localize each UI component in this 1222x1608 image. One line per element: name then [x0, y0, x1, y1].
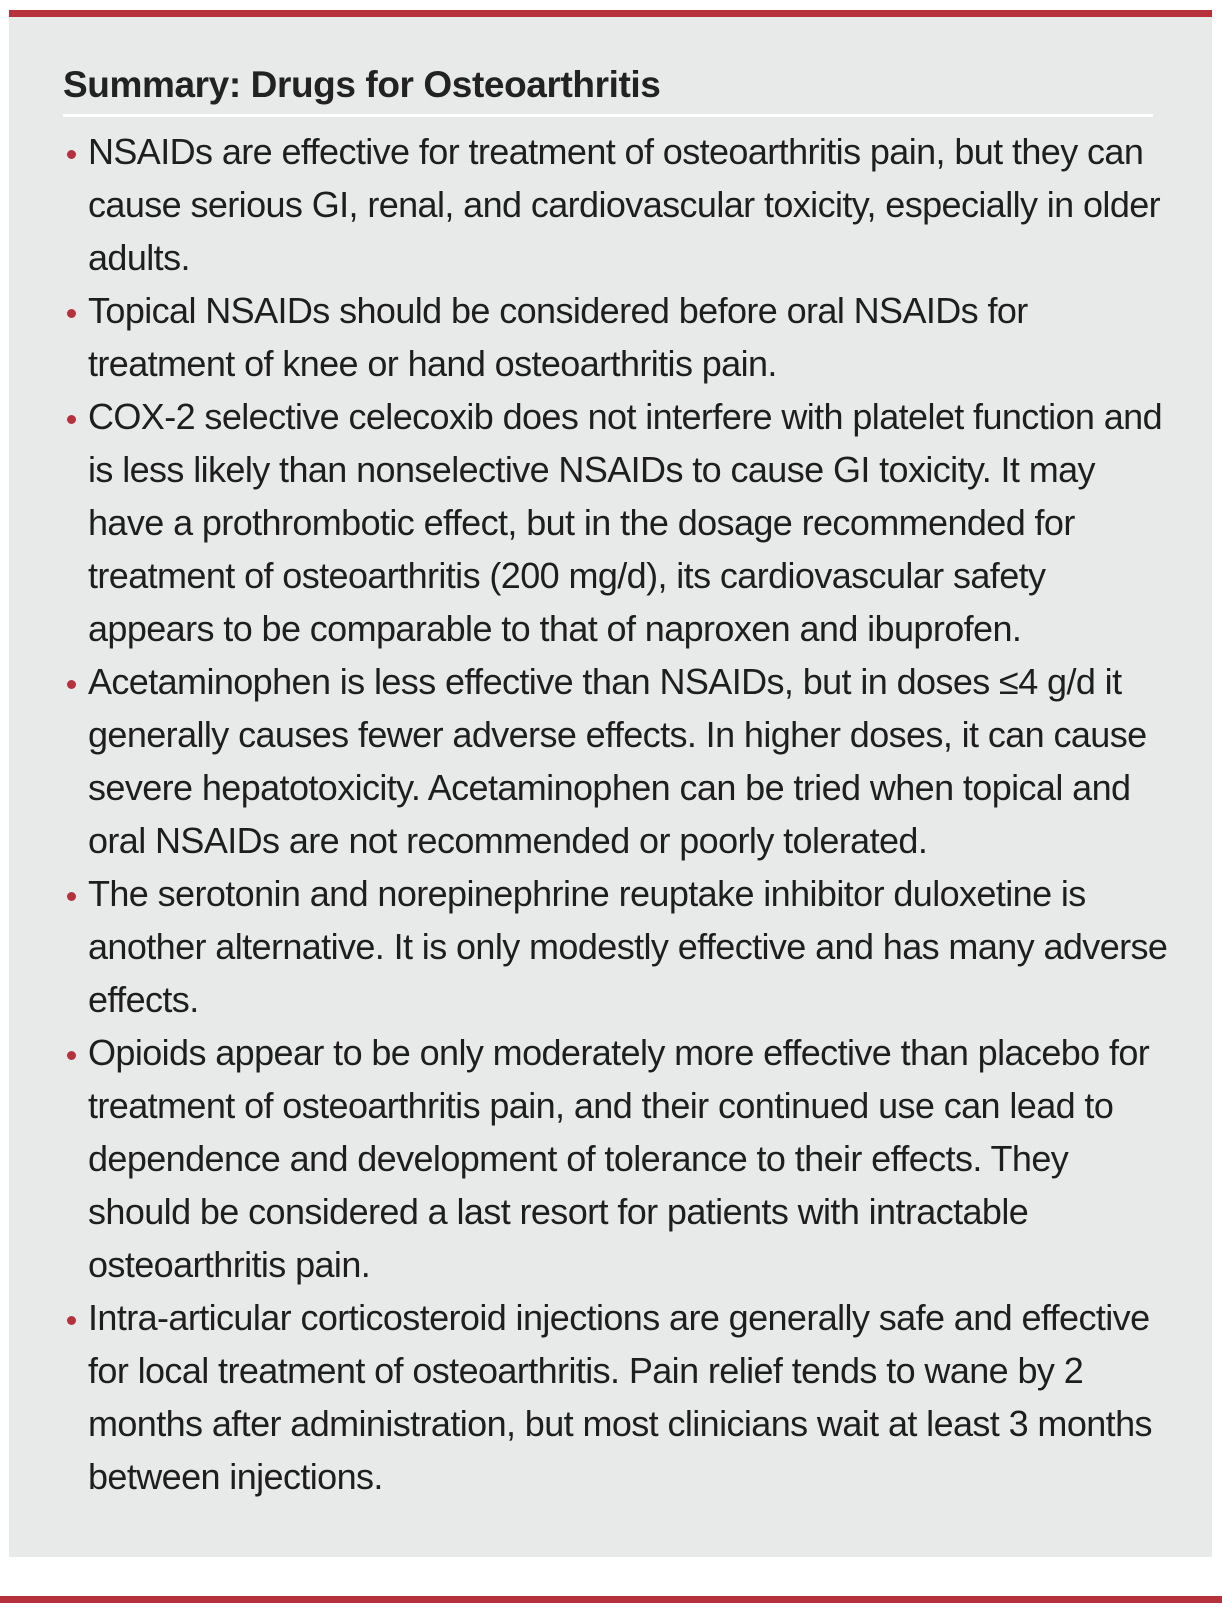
summary-item-text: COX-2 selective celecoxib does not interfere with platelet function and is less likely than nonselective NSAIDs to cause GI toxicity. It may have a prothrombotic effect, but in the dosage recommended for treatment of osteoarthritis (200 mg/d), its cardiovascular safety appears to be comparable to that of naproxen and ibuprofen.	[88, 396, 1163, 649]
summary-item-text: Opioids appear to be only moderately more effective than placebo for treatment of osteoarthritis pain, and their continued use can lead to dependence and development of tolerance to their effects. They should be considered a last resort for patients with intractable osteoarthritis pain.	[88, 1032, 1150, 1285]
bullet-icon	[67, 150, 76, 159]
summary-list-item	[63, 1291, 1168, 1503]
bullet-icon	[67, 1051, 76, 1060]
bullet-icon	[67, 1316, 76, 1325]
summary-title: Summary: Drugs for Osteoarthritis	[63, 64, 661, 105]
title-divider	[63, 114, 1153, 117]
bullet-icon	[67, 415, 76, 424]
summary-list-item	[63, 1026, 1168, 1291]
summary-item-text: The serotonin and norepinephrine reuptake inhibitor duloxetine is another alternative. It is only modestly effective and has many adverse effects.	[88, 873, 1168, 1020]
summary-list-item	[63, 390, 1168, 655]
top-accent-rule	[9, 10, 1212, 17]
summary-list-item	[63, 655, 1168, 867]
summary-list-item	[63, 284, 1168, 390]
bottom-accent-rule	[0, 1596, 1222, 1603]
bullet-icon	[67, 680, 76, 689]
summary-item-text: NSAIDs are effective for treatment of osteoarthritis pain, but they can cause serious GI, renal, and cardiovascular toxicity, especially in older adults.	[88, 131, 1161, 278]
summary-item-text: Topical NSAIDs should be considered before oral NSAIDs for treatment of knee or hand osteoarthritis pain.	[88, 290, 1028, 384]
summary-list	[63, 125, 1168, 1503]
summary-list-item	[63, 867, 1168, 1026]
bullet-icon	[67, 309, 76, 318]
bullet-icon	[67, 892, 76, 901]
summary-item-text: Intra-articular corticosteroid injections are generally safe and effective for local treatment of osteoarthritis. Pain relief tends to wane by 2 months after administration, but most clinicians wait at least 3 months between injections.	[88, 1297, 1152, 1497]
summary-item-text: Acetaminophen is less effective than NSAIDs, but in doses ≤4 g/d it generally causes fewer adverse effects. In higher doses, it can cause severe hepatotoxicity. Acetaminophen can be tried when topical and oral NSAIDs are not recommended or poorly tolerated.	[88, 661, 1147, 861]
summary-list-item	[63, 125, 1168, 284]
